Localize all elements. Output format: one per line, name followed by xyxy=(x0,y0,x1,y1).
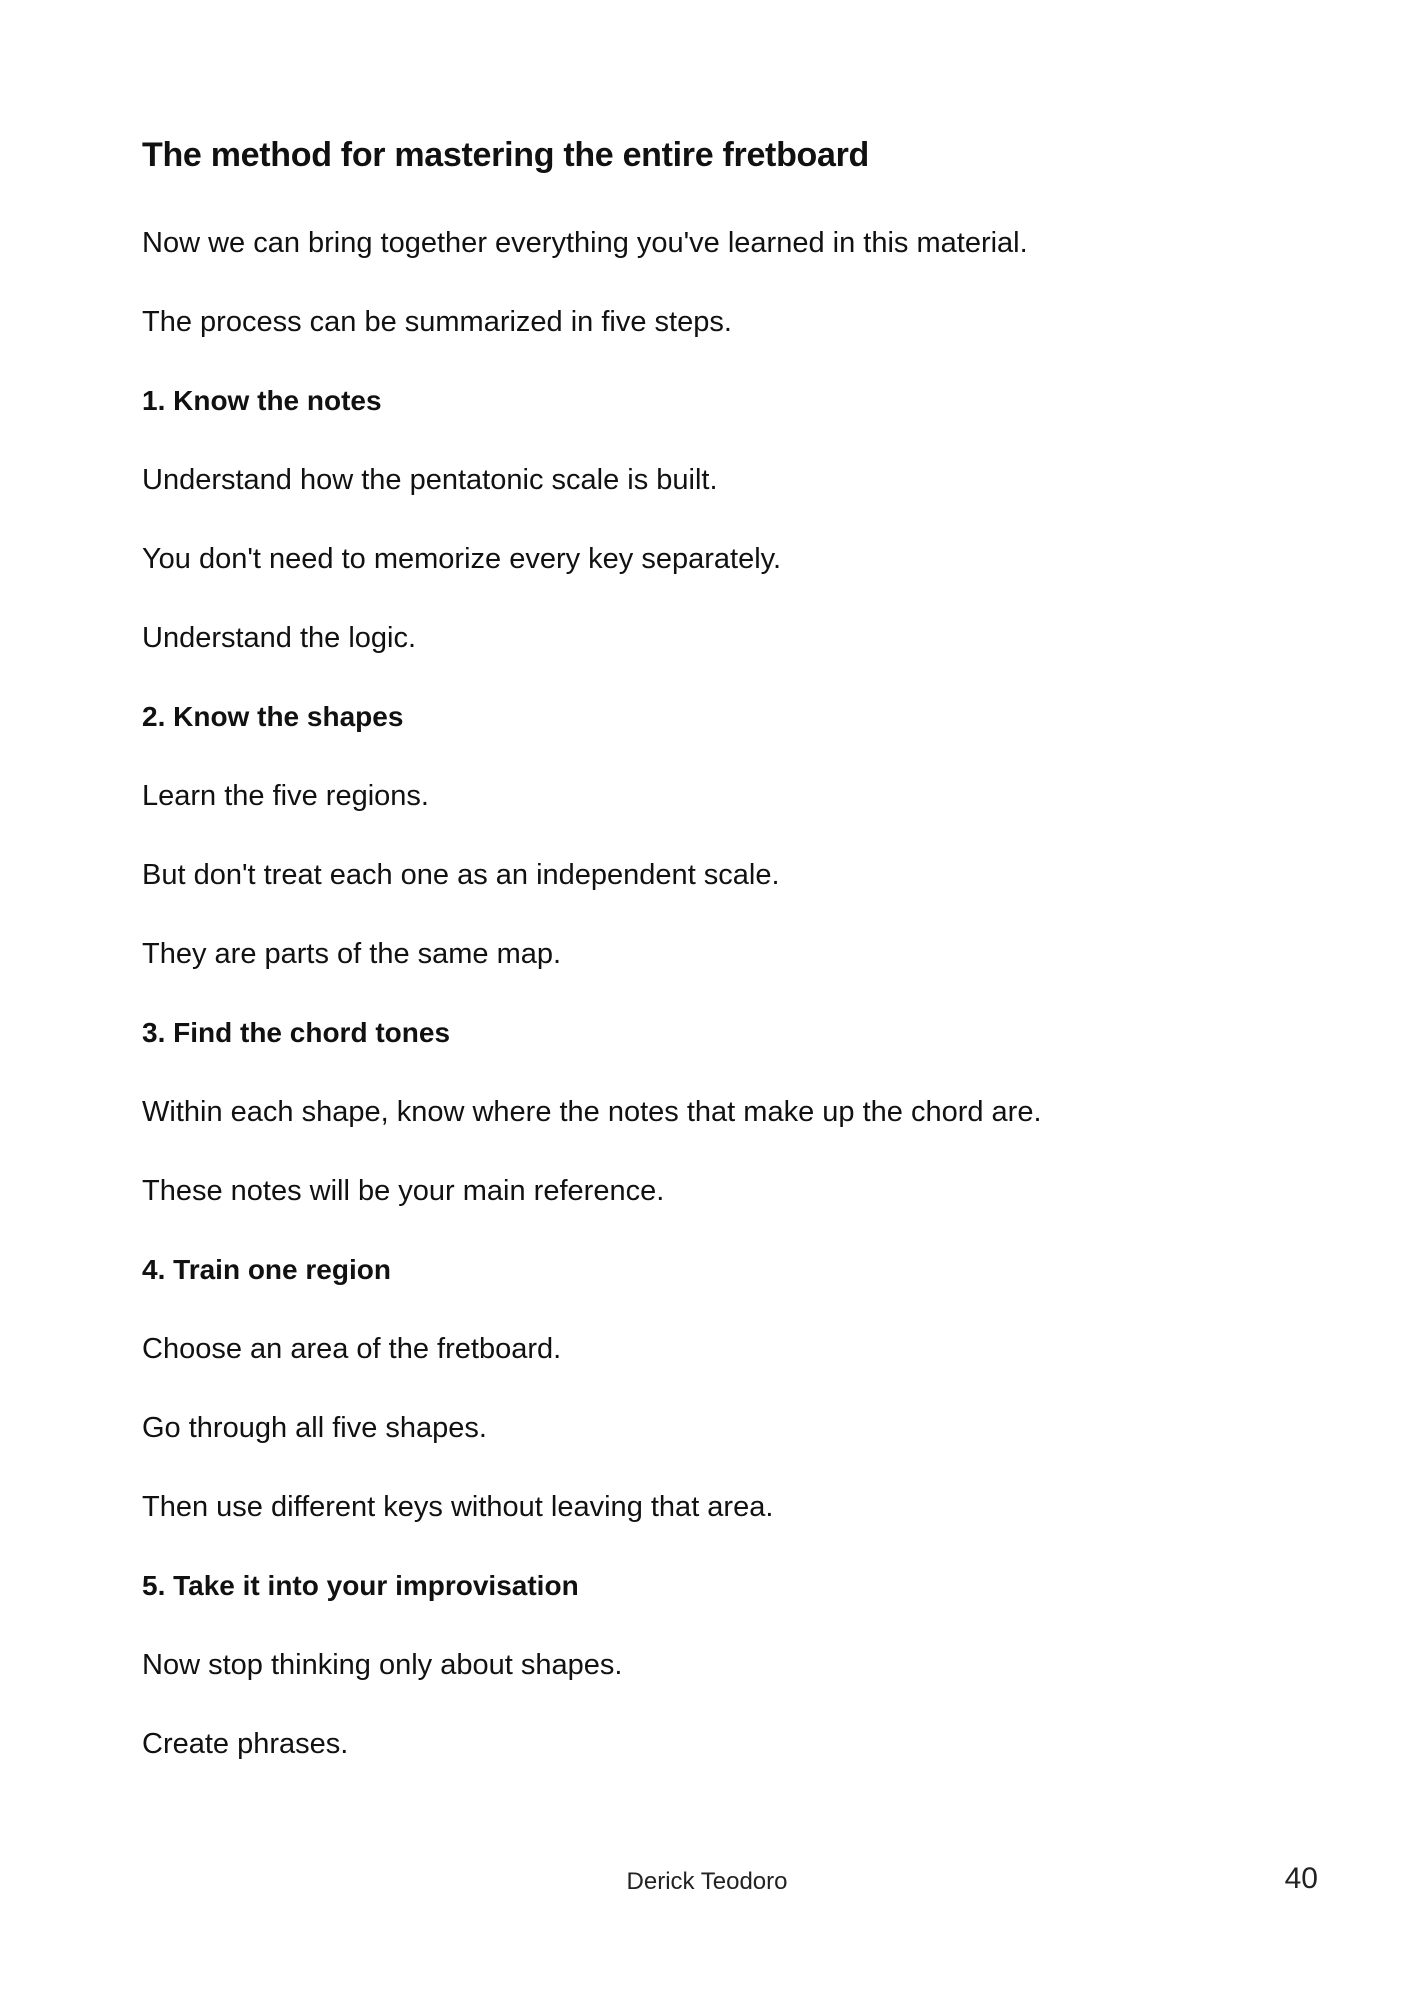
paragraph: Understand how the pentatonic scale is built. xyxy=(142,464,718,496)
document-body xyxy=(142,218,1042,1798)
paragraph: Then use different keys without leaving that area. xyxy=(142,1491,774,1523)
step-heading-5: 5. Take it into your improvisation xyxy=(142,1570,579,1601)
paragraph: Understand the logic. xyxy=(142,622,417,654)
paragraph: Go through all five shapes. xyxy=(142,1412,487,1444)
paragraph: Now we can bring together everything you've learned in this material. xyxy=(142,227,1028,259)
paragraph: You don't need to memorize every key separately. xyxy=(142,543,782,575)
paragraph: Now stop thinking only about shapes. xyxy=(142,1649,623,1681)
paragraph: They are parts of the same map. xyxy=(142,938,562,970)
paragraph: Create phrases. xyxy=(142,1728,349,1760)
page-title: The method for mastering the entire fretboard xyxy=(142,136,870,174)
paragraph: The process can be summarized in five steps. xyxy=(142,306,732,338)
footer-author: Derick Teodoro xyxy=(626,1868,788,1895)
document-page xyxy=(142,0,1292,2000)
page-number: 40 xyxy=(1284,1862,1318,1895)
step-heading-4: 4. Train one region xyxy=(142,1254,391,1285)
paragraph: But don't treat each one as an independent scale. xyxy=(142,859,780,891)
paragraph: Within each shape, know where the notes that make up the chord are. xyxy=(142,1096,1042,1128)
paragraph: These notes will be your main reference. xyxy=(142,1175,665,1207)
paragraph: Choose an area of the fretboard. xyxy=(142,1333,562,1365)
paragraph: Learn the five regions. xyxy=(142,780,429,812)
step-heading-2: 2. Know the shapes xyxy=(142,701,404,732)
step-heading-3: 3. Find the chord tones xyxy=(142,1017,451,1048)
step-heading-1: 1. Know the notes xyxy=(142,385,382,416)
